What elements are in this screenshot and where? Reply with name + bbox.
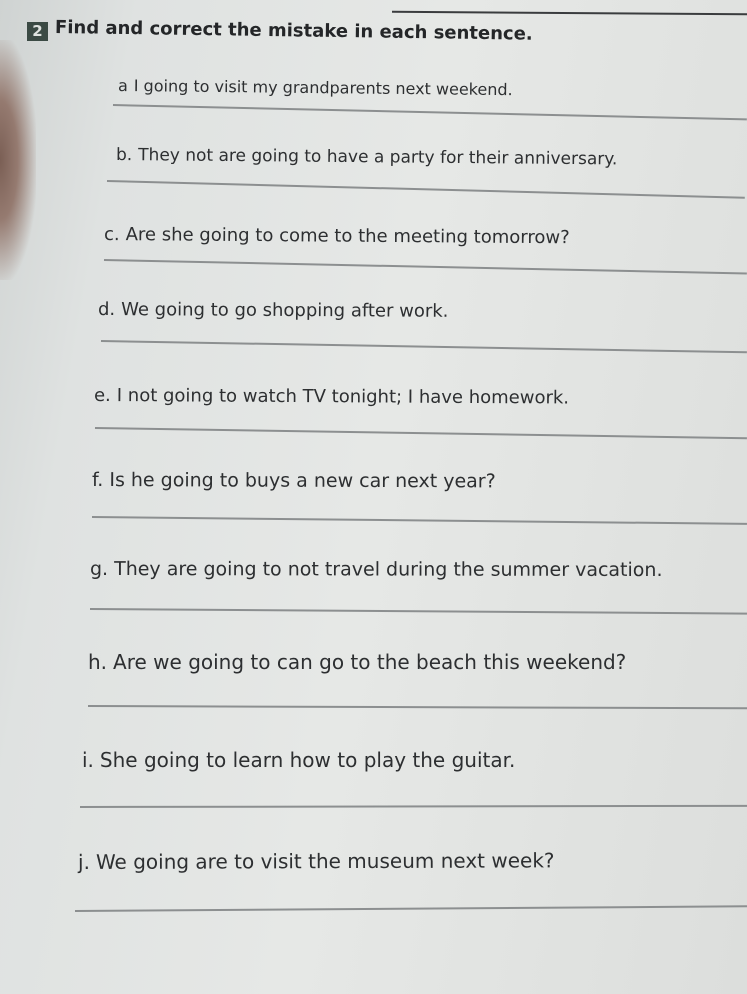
item-sentence: Is he going to buys a new car next year? <box>109 469 496 493</box>
item-letter: c. <box>103 224 120 246</box>
item-letter: i. <box>82 748 94 772</box>
exercise-item-g <box>90 558 663 581</box>
answer-line-b[interactable] <box>107 180 745 198</box>
answer-line-c[interactable] <box>104 259 747 274</box>
page-shadow <box>0 40 36 280</box>
item-letter: g. <box>89 558 109 581</box>
item-letter: e. <box>93 385 111 407</box>
item-letter: a <box>117 76 128 96</box>
top-rule <box>392 11 747 15</box>
exercise-item-i <box>82 748 515 772</box>
item-letter: h. <box>88 650 108 674</box>
item-sentence: I not going to watch TV tonight; I have homework. <box>116 385 570 409</box>
exercise-item-h <box>88 650 626 674</box>
exercise-instruction: Find and correct the mistake in each sentence. <box>54 17 533 45</box>
answer-line-i[interactable] <box>80 805 747 808</box>
item-sentence: They are going to not travel during the summer vacation. <box>114 558 663 581</box>
item-sentence: Are we going to can go to the beach this weekend? <box>113 650 627 674</box>
exercise-item-a <box>118 76 513 99</box>
answer-line-f[interactable] <box>92 516 747 524</box>
exercise-item-j <box>78 848 555 874</box>
exercise-item-f <box>92 469 496 492</box>
answer-line-h[interactable] <box>88 705 747 709</box>
item-letter: d. <box>97 299 116 321</box>
exercise-item-b <box>116 145 617 169</box>
answer-line-e[interactable] <box>95 427 747 439</box>
answer-line-g[interactable] <box>90 608 747 614</box>
item-sentence: I going to visit my grandparents next weekend. <box>133 76 513 100</box>
item-letter: b. <box>115 145 133 166</box>
item-sentence: We going to go shopping after work. <box>121 299 449 322</box>
exercise-item-e <box>94 385 569 408</box>
item-letter: j. <box>77 849 90 874</box>
answer-line-a[interactable] <box>113 104 747 120</box>
item-letter: f. <box>91 469 104 492</box>
item-sentence: We going are to visit the museum next week? <box>95 848 555 874</box>
exercise-item-d <box>98 299 449 322</box>
item-sentence: They not are going to have a party for their anniversary. <box>138 145 618 170</box>
answer-line-d[interactable] <box>101 340 747 353</box>
item-sentence: She going to learn how to play the guitar. <box>99 748 516 772</box>
exercise-number-badge: 2 <box>27 22 48 41</box>
answer-line-j[interactable] <box>75 905 747 911</box>
exercise-item-c <box>104 224 570 248</box>
item-sentence: Are she going to come to the meeting tomorrow? <box>125 224 570 249</box>
